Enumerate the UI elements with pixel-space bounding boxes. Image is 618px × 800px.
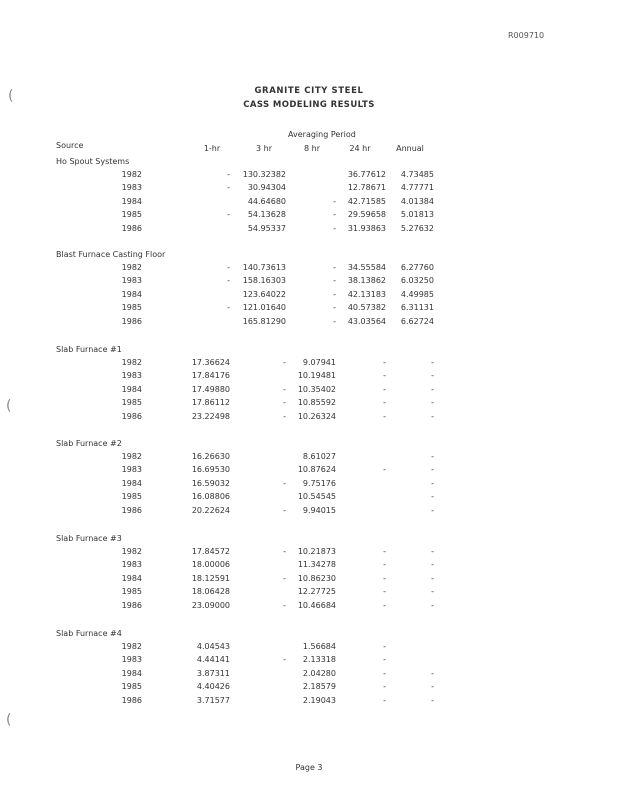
value-3hr-cell: -: [283, 478, 286, 488]
value-1hr-cell: 23.22498: [191, 411, 230, 421]
year-cell: 1983: [121, 560, 142, 570]
value-1hr-cell: 17.86112: [191, 398, 230, 408]
column-header-3hr: 3 hr: [256, 144, 272, 153]
year-cell: 1983: [121, 371, 142, 381]
value-3hr-cell: 44.64680: [247, 196, 286, 206]
section-title: Slab Furnace #4: [56, 629, 122, 638]
value-8hr-cell: 10.46684: [297, 600, 336, 610]
value-1hr-cell: 18.12591: [191, 573, 230, 583]
value-annual-cell: -: [431, 573, 434, 583]
year-cell: 1985: [121, 492, 142, 502]
value-1hr-cell: 3.87311: [196, 668, 230, 678]
value-8hr-cell: 9.75176: [302, 478, 336, 488]
value-24hr-cell: 31.93863: [347, 223, 386, 233]
year-cell: 1986: [121, 695, 142, 705]
value-1hr-cell: -: [227, 210, 230, 220]
value-annual-cell: -: [431, 452, 434, 461]
page-number: Page 3: [295, 763, 323, 772]
value-24hr-cell: -: [383, 642, 386, 651]
value-annual-cell: 6.03250: [400, 276, 434, 286]
year-cell: 1984: [121, 478, 142, 488]
table-row: [0, 574, 618, 586]
table-row: [0, 398, 618, 410]
value-1hr-cell: 17.84176: [191, 371, 230, 381]
value-3hr-cell: 123.64022: [242, 289, 286, 299]
value-annual-cell: -: [431, 411, 434, 421]
value-1hr-cell: 20.22624: [191, 505, 230, 515]
year-cell: 1982: [121, 452, 142, 461]
value-24hr-cell: -: [383, 384, 386, 394]
value-1hr-cell: 16.08806: [191, 492, 230, 502]
value-8hr-cell: -: [333, 223, 336, 233]
document-id: R009710: [508, 31, 545, 40]
year-cell: 1984: [121, 289, 142, 299]
value-24hr-cell: -: [383, 695, 386, 705]
value-annual-cell: -: [431, 478, 434, 488]
year-cell: 1985: [121, 303, 142, 313]
value-8hr-cell: -: [333, 196, 336, 206]
value-24hr-cell: -: [383, 411, 386, 421]
year-cell: 1982: [121, 358, 142, 367]
value-24hr-cell: -: [383, 398, 386, 408]
table-row: [0, 587, 618, 599]
value-8hr-cell: 10.19481: [297, 371, 336, 381]
value-24hr-cell: 36.77612: [347, 170, 386, 179]
value-3hr-cell: -: [283, 358, 286, 367]
value-8hr-cell: 9.94015: [302, 505, 336, 515]
section-title: Slab Furnace #2: [56, 439, 122, 448]
value-8hr-cell: -: [333, 263, 336, 272]
year-cell: 1982: [121, 263, 142, 272]
document-title: GRANITE CITY STEEL: [254, 86, 364, 96]
table-row: [0, 210, 618, 222]
value-8hr-cell: 9.07941: [302, 358, 336, 367]
value-3hr-cell: 121.01640: [242, 303, 286, 313]
value-24hr-cell: -: [383, 600, 386, 610]
value-8hr-cell: -: [333, 289, 336, 299]
value-8hr-cell: 2.19043: [302, 695, 336, 705]
binder-hole-mark: (: [6, 712, 12, 728]
value-annual-cell: -: [431, 587, 434, 597]
table-row: [0, 547, 618, 559]
value-24hr-cell: -: [383, 668, 386, 678]
table-row: [0, 642, 618, 654]
table-row: [0, 263, 618, 275]
table-row: [0, 479, 618, 491]
value-annual-cell: 4.73485: [400, 170, 434, 179]
year-cell: 1986: [121, 505, 142, 515]
value-annual-cell: 4.01384: [400, 196, 434, 206]
value-3hr-cell: -: [283, 600, 286, 610]
value-annual-cell: 4.77771: [400, 183, 434, 193]
column-header-1hr: 1-hr: [203, 144, 221, 153]
year-cell: 1983: [121, 276, 142, 286]
value-annual-cell: -: [431, 505, 434, 515]
value-24hr-cell: -: [383, 371, 386, 381]
value-1hr-cell: 23.09000: [191, 600, 230, 610]
value-annual-cell: -: [431, 492, 434, 502]
column-header-annual: Annual: [396, 144, 424, 153]
value-8hr-cell: -: [333, 316, 336, 326]
year-cell: 1982: [121, 642, 142, 651]
value-8hr-cell: 8.61027: [302, 452, 336, 461]
year-cell: 1985: [121, 587, 142, 597]
table-row: [0, 170, 618, 182]
value-annual-cell: 6.31131: [400, 303, 434, 313]
year-cell: 1984: [121, 384, 142, 394]
year-cell: 1986: [121, 411, 142, 421]
binder-hole-mark: (: [6, 398, 12, 414]
column-header-24hr: 24 hr: [349, 144, 371, 153]
value-24hr-cell: 42.13183: [347, 289, 386, 299]
table-row: [0, 276, 618, 288]
value-annual-cell: -: [431, 358, 434, 367]
value-1hr-cell: 17.36624: [191, 358, 230, 367]
value-8hr-cell: 10.85592: [297, 398, 336, 408]
table-row: [0, 601, 618, 613]
value-1hr-cell: -: [227, 276, 230, 286]
table-row: [0, 492, 618, 504]
value-24hr-cell: 34.55584: [347, 263, 386, 272]
year-cell: 1984: [121, 573, 142, 583]
value-24hr-cell: -: [383, 655, 386, 665]
value-annual-cell: 6.27760: [400, 263, 434, 272]
year-cell: 1985: [121, 682, 142, 692]
table-row: [0, 506, 618, 518]
table-row: [0, 385, 618, 397]
value-3hr-cell: 54.95337: [247, 223, 286, 233]
table-row: [0, 290, 618, 302]
value-1hr-cell: 16.26630: [191, 452, 230, 461]
value-3hr-cell: -: [283, 655, 286, 665]
table-row: [0, 669, 618, 681]
value-24hr-cell: 12.78671: [347, 183, 386, 193]
value-3hr-cell: 30.94304: [247, 183, 286, 193]
year-cell: 1983: [121, 465, 142, 475]
year-cell: 1982: [121, 170, 142, 179]
table-row: [0, 412, 618, 424]
value-24hr-cell: 29.59658: [347, 210, 386, 220]
value-24hr-cell: 40.57382: [347, 303, 386, 313]
value-1hr-cell: 18.00006: [191, 560, 230, 570]
value-1hr-cell: 17.84572: [191, 547, 230, 556]
value-1hr-cell: 18.06428: [191, 587, 230, 597]
value-annual-cell: -: [431, 398, 434, 408]
table-row: [0, 183, 618, 195]
value-3hr-cell: -: [283, 505, 286, 515]
value-8hr-cell: 10.26324: [297, 411, 336, 421]
value-8hr-cell: 2.04280: [302, 668, 336, 678]
value-3hr-cell: 158.16303: [242, 276, 286, 286]
value-3hr-cell: 140.73613: [242, 263, 286, 272]
value-24hr-cell: -: [383, 573, 386, 583]
year-cell: 1983: [121, 183, 142, 193]
averaging-period-header: Averaging Period: [288, 130, 356, 139]
year-cell: 1982: [121, 547, 142, 556]
section-title: Ho Spout Systems: [56, 157, 130, 166]
value-1hr-cell: -: [227, 303, 230, 313]
year-cell: 1984: [121, 196, 142, 206]
table-row: [0, 560, 618, 572]
value-annual-cell: -: [431, 371, 434, 381]
value-1hr-cell: -: [227, 170, 230, 179]
value-1hr-cell: 3.71577: [196, 695, 230, 705]
value-8hr-cell: 2.13318: [302, 655, 336, 665]
value-1hr-cell: 4.44141: [196, 655, 230, 665]
value-8hr-cell: 10.21873: [297, 547, 336, 556]
value-3hr-cell: -: [283, 573, 286, 583]
value-24hr-cell: -: [383, 358, 386, 367]
section-title: Slab Furnace #3: [56, 534, 122, 543]
value-3hr-cell: 54.13628: [247, 210, 286, 220]
table-row: [0, 371, 618, 383]
year-cell: 1984: [121, 668, 142, 678]
value-8hr-cell: 12.27725: [297, 587, 336, 597]
value-annual-cell: 5.01813: [400, 210, 434, 220]
table-row: [0, 358, 618, 370]
value-1hr-cell: -: [227, 263, 230, 272]
value-annual-cell: -: [431, 560, 434, 570]
value-3hr-cell: -: [283, 411, 286, 421]
value-annual-cell: -: [431, 668, 434, 678]
value-24hr-cell: 42.71585: [347, 196, 386, 206]
value-3hr-cell: -: [283, 398, 286, 408]
value-annual-cell: 6.62724: [400, 316, 434, 326]
section-title: Blast Furnace Casting Floor: [56, 250, 166, 259]
value-annual-cell: -: [431, 682, 434, 692]
table-row: [0, 696, 618, 708]
section-title: Slab Furnace #1: [56, 345, 122, 354]
value-3hr-cell: 130.32382: [242, 170, 286, 179]
year-cell: 1986: [121, 316, 142, 326]
value-annual-cell: -: [431, 465, 434, 475]
value-3hr-cell: -: [283, 547, 286, 556]
value-1hr-cell: 16.59032: [191, 478, 230, 488]
value-1hr-cell: -: [227, 183, 230, 193]
table-row: [0, 317, 618, 329]
year-cell: 1985: [121, 210, 142, 220]
value-24hr-cell: -: [383, 547, 386, 556]
value-8hr-cell: 11.34278: [297, 560, 336, 570]
value-8hr-cell: 10.86230: [297, 573, 336, 583]
value-8hr-cell: 10.87624: [297, 465, 336, 475]
value-8hr-cell: -: [333, 276, 336, 286]
table-row: [0, 197, 618, 209]
value-24hr-cell: -: [383, 682, 386, 692]
value-annual-cell: 5.27632: [400, 223, 434, 233]
value-annual-cell: -: [431, 547, 434, 556]
value-8hr-cell: 10.54545: [297, 492, 336, 502]
value-24hr-cell: 43.03564: [347, 316, 386, 326]
document-subtitle: CASS MODELING RESULTS: [243, 100, 375, 110]
value-3hr-cell: -: [283, 384, 286, 394]
value-annual-cell: -: [431, 600, 434, 610]
table-row: [0, 655, 618, 667]
table-row: [0, 465, 618, 477]
value-annual-cell: -: [431, 695, 434, 705]
value-8hr-cell: 2.18579: [302, 682, 336, 692]
year-cell: 1986: [121, 600, 142, 610]
table-row: [0, 303, 618, 315]
value-8hr-cell: -: [333, 210, 336, 220]
value-1hr-cell: 4.04543: [196, 642, 230, 651]
table-row: [0, 452, 618, 464]
year-cell: 1983: [121, 655, 142, 665]
value-1hr-cell: 4.40426: [196, 682, 230, 692]
column-header-source: Source: [56, 141, 84, 150]
year-cell: 1985: [121, 398, 142, 408]
value-24hr-cell: -: [383, 465, 386, 475]
column-header-8hr: 8 hr: [304, 144, 320, 153]
year-cell: 1986: [121, 223, 142, 233]
value-annual-cell: -: [431, 384, 434, 394]
value-3hr-cell: 165.81290: [242, 316, 286, 326]
value-24hr-cell: -: [383, 587, 386, 597]
value-1hr-cell: 16.69530: [191, 465, 230, 475]
value-1hr-cell: 17.49880: [191, 384, 230, 394]
value-annual-cell: 4.49985: [400, 289, 434, 299]
value-24hr-cell: -: [383, 560, 386, 570]
binder-hole-mark: (: [8, 88, 14, 104]
value-8hr-cell: 10.35402: [297, 384, 336, 394]
table-row: [0, 682, 618, 694]
value-8hr-cell: -: [333, 303, 336, 313]
value-8hr-cell: 1.56684: [302, 642, 336, 651]
value-24hr-cell: 38.13862: [347, 276, 386, 286]
table-row: [0, 224, 618, 236]
